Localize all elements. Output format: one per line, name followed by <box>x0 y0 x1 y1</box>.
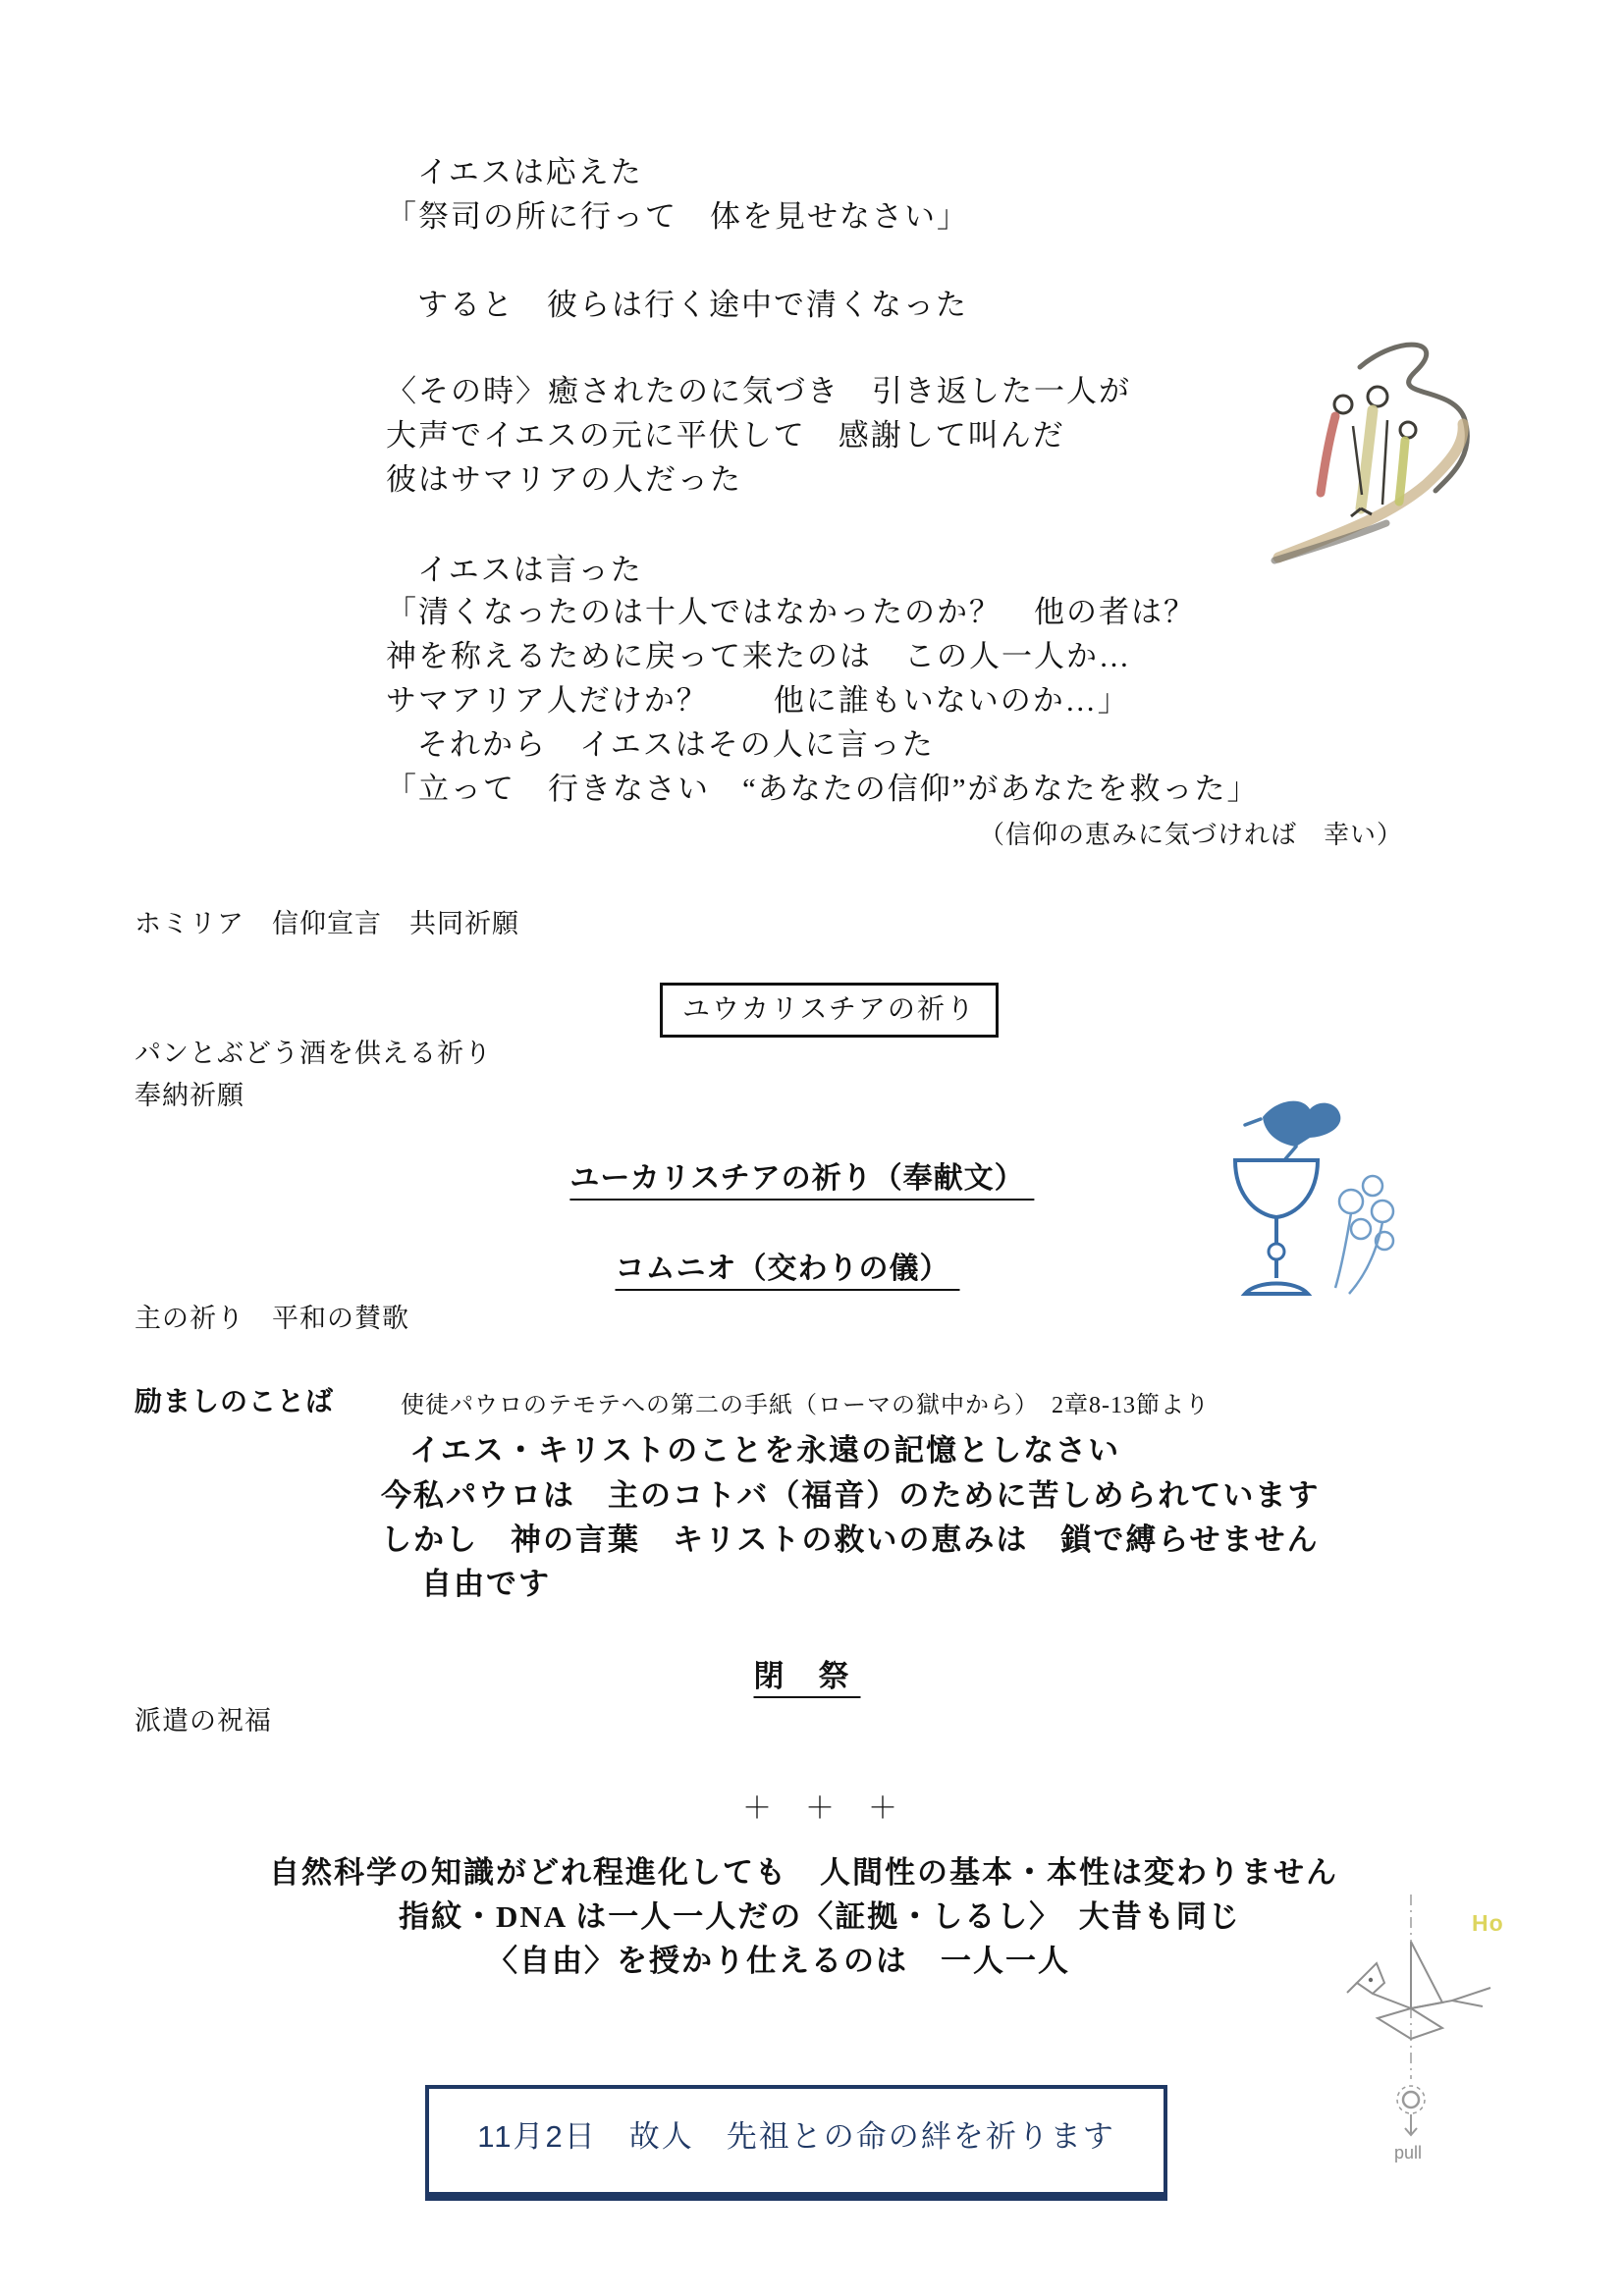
notice-box <box>425 2085 1167 2201</box>
encouragement-line-1: イエス・キリストのことを永遠の記憶としなさい <box>409 1433 1121 1468</box>
gospel-line-3: すると 彼らは行く途中で清くなった <box>417 288 968 322</box>
reflection-line-1: 自然科学の知識がどれ程進化しても 人間性の基本・本性は変わりません <box>269 1855 1338 1890</box>
encouragement-line-2: 今私パウロは 主のコトバ（福音）のために苦しめられています <box>381 1478 1321 1513</box>
eucharist-heading: ユーカリスチアの祈り（奉献文） <box>569 1164 1034 1201</box>
homily-line: ホミリア 信仰宣言 共同祈願 <box>135 909 519 938</box>
gospel-line-12: 「立って 行きなさい “あなたの信仰”があなたを救った」 <box>386 772 1260 806</box>
offertory-line: 奉納祈願 <box>135 1081 244 1110</box>
crane-ho-label: Ho <box>1472 1910 1504 1936</box>
gospel-line-2: 「祭司の所に行って 体を見せなさい」 <box>386 199 969 234</box>
gospel-line-11: それから イエスはその人に言った <box>417 727 935 762</box>
origami-crane-illustration <box>1324 1891 1495 2143</box>
lords-prayer-line: 主の祈り 平和の賛歌 <box>135 1304 409 1333</box>
walkers-illustration <box>1267 326 1492 576</box>
gospel-line-10: サマアリア人だけか？ 他に誰もいないのか…」 <box>386 683 1130 718</box>
origami-crane-icon <box>1324 1891 1495 2138</box>
gospel-line-9: 神を称えるために戻って来たのは この人一人か… <box>386 639 1131 673</box>
encouragement-line-3: しかし 神の言葉 キリストの救いの恵みは 鎖で縛らせません <box>381 1522 1320 1557</box>
communio-heading: コムニオ（交わりの儀） <box>616 1255 960 1291</box>
gospel-line-4: 〈その時〉癒されたのに気づき 引き返した一人が <box>386 374 1131 408</box>
gospel-note: （信仰の恵みに気づければ 幸い） <box>979 821 1404 849</box>
eucharist-box-title: ユウカリスチアの祈り <box>660 983 999 1038</box>
reflection-line-2: 指紋・DNA は一人一人だの〈証拠・しるし〉 大昔も同じ <box>399 1899 1241 1934</box>
gospel-line-7: イエスは言った <box>417 553 643 587</box>
gospel-line-5: 大声でイエスの元に平伏して 感謝して叫んだ <box>386 418 1065 453</box>
encouragement-source: 使徒パウロのテモテへの第二の手紙（ローマの獄中から） 2章8-13節より <box>401 1393 1210 1418</box>
chalice-dove-illustration <box>1202 1086 1410 1328</box>
notice-text: 11月2日 故人 先祖との命の絆を祈ります <box>477 2119 1115 2154</box>
encouragement-label: 励ましのことば <box>135 1386 335 1416</box>
gospel-line-8: 「清くなったのは十人ではなかったのか？ 他の者は？ <box>386 595 1196 629</box>
encouragement-line-4: 自由です <box>421 1567 551 1601</box>
walkers-sketch-icon <box>1267 326 1492 571</box>
gospel-line-6: 彼はサマリアの人だった <box>386 462 742 497</box>
gospel-line-1: イエスは応えた <box>417 155 643 189</box>
three-crosses: ＋ ＋ ＋ <box>742 1792 899 1825</box>
chalice-dove-icon <box>1202 1086 1410 1323</box>
dismissal-blessing-line: 派遣の祝福 <box>135 1706 272 1735</box>
closing-heading: 閉 祭 <box>754 1661 861 1698</box>
bread-wine-line: パンとぶどう酒を供える祈り <box>135 1039 492 1068</box>
crane-pull-label: pull <box>1394 2143 1423 2163</box>
reflection-line-3: 〈自由〉を授かり仕えるのは 一人一人 <box>487 1944 1070 1978</box>
